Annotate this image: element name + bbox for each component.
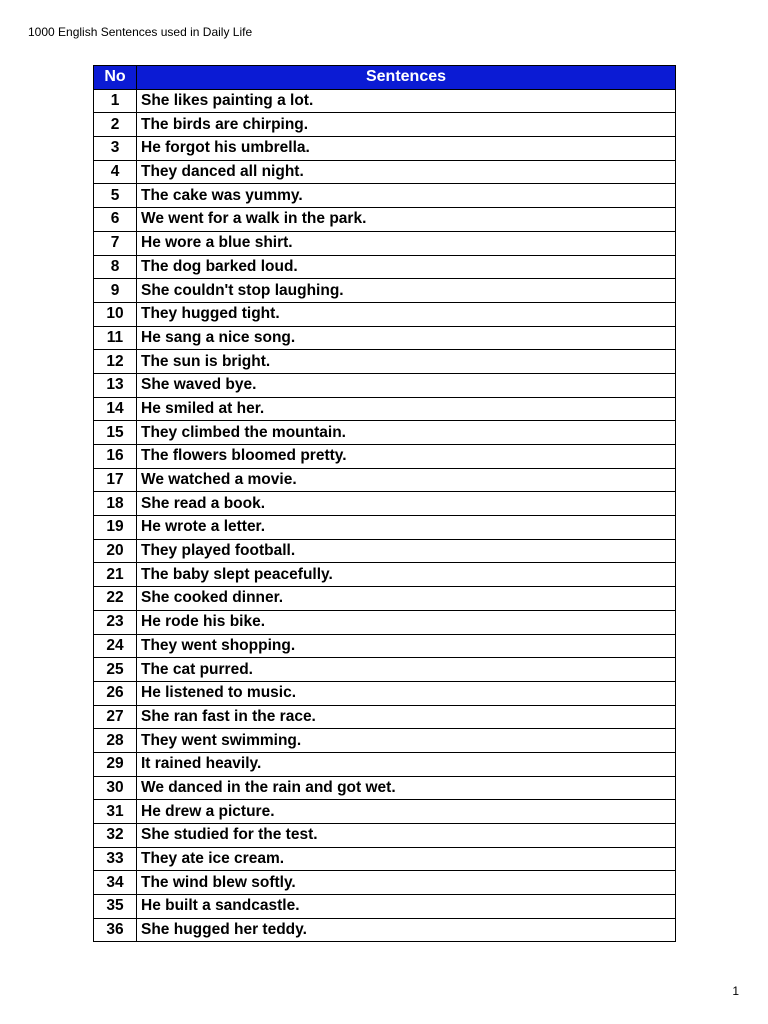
table-row: [94, 373, 676, 397]
table-row: [94, 137, 676, 161]
table-row: [94, 255, 676, 279]
table-row: [94, 705, 676, 729]
row-number: 36: [94, 918, 137, 942]
column-header-sentences: Sentences: [137, 66, 676, 90]
table-row: [94, 184, 676, 208]
row-number: 20: [94, 539, 137, 563]
table-row: [94, 776, 676, 800]
row-number: 9: [94, 279, 137, 303]
row-sentence: He listened to music.: [137, 681, 676, 705]
row-number: 26: [94, 681, 137, 705]
row-sentence: They ate ice cream.: [137, 847, 676, 871]
row-sentence: The cat purred.: [137, 658, 676, 682]
row-number: 16: [94, 445, 137, 469]
row-number: 10: [94, 302, 137, 326]
table-row: [94, 302, 676, 326]
row-sentence: They went swimming.: [137, 729, 676, 753]
row-number: 24: [94, 634, 137, 658]
table-row: [94, 610, 676, 634]
row-number: 14: [94, 397, 137, 421]
table-row: [94, 918, 676, 942]
row-sentence: He forgot his umbrella.: [137, 137, 676, 161]
table-row: [94, 871, 676, 895]
row-sentence: They climbed the mountain.: [137, 421, 676, 445]
row-sentence: They hugged tight.: [137, 302, 676, 326]
table-row: [94, 279, 676, 303]
row-sentence: She hugged her teddy.: [137, 918, 676, 942]
row-sentence: We watched a movie.: [137, 468, 676, 492]
row-sentence: It rained heavily.: [137, 752, 676, 776]
row-sentence: She studied for the test.: [137, 824, 676, 848]
table-row: [94, 445, 676, 469]
row-sentence: They danced all night.: [137, 160, 676, 184]
row-number: 18: [94, 492, 137, 516]
row-number: 15: [94, 421, 137, 445]
row-number: 11: [94, 326, 137, 350]
row-sentence: He sang a nice song.: [137, 326, 676, 350]
row-sentence: The birds are chirping.: [137, 113, 676, 137]
row-number: 13: [94, 373, 137, 397]
row-sentence: She cooked dinner.: [137, 587, 676, 611]
row-sentence: The sun is bright.: [137, 350, 676, 374]
row-number: 3: [94, 137, 137, 161]
column-header-no: No: [94, 66, 137, 90]
row-number: 35: [94, 895, 137, 919]
row-sentence: He smiled at her.: [137, 397, 676, 421]
row-number: 21: [94, 563, 137, 587]
table-row: [94, 397, 676, 421]
row-sentence: She likes painting a lot.: [137, 89, 676, 113]
row-sentence: She ran fast in the race.: [137, 705, 676, 729]
row-number: 32: [94, 824, 137, 848]
table-row: [94, 516, 676, 540]
table-row: [94, 539, 676, 563]
table-row: [94, 350, 676, 374]
row-sentence: She couldn't stop laughing.: [137, 279, 676, 303]
row-number: 8: [94, 255, 137, 279]
row-number: 19: [94, 516, 137, 540]
table-row: [94, 208, 676, 232]
row-number: 6: [94, 208, 137, 232]
row-sentence: They played football.: [137, 539, 676, 563]
table-row: [94, 563, 676, 587]
table-row: [94, 729, 676, 753]
table-row: [94, 421, 676, 445]
row-number: 23: [94, 610, 137, 634]
row-number: 5: [94, 184, 137, 208]
row-sentence: We went for a walk in the park.: [137, 208, 676, 232]
row-sentence: The cake was yummy.: [137, 184, 676, 208]
row-sentence: We danced in the rain and got wet.: [137, 776, 676, 800]
table-row: [94, 658, 676, 682]
table-row: [94, 824, 676, 848]
page-number: 1: [732, 984, 739, 998]
row-number: 27: [94, 705, 137, 729]
row-number: 34: [94, 871, 137, 895]
row-sentence: He drew a picture.: [137, 800, 676, 824]
table-body: [94, 89, 676, 942]
table-row: [94, 634, 676, 658]
row-number: 28: [94, 729, 137, 753]
row-sentence: He rode his bike.: [137, 610, 676, 634]
table-row: [94, 326, 676, 350]
row-number: 17: [94, 468, 137, 492]
row-sentence: They went shopping.: [137, 634, 676, 658]
row-sentence: He wore a blue shirt.: [137, 231, 676, 255]
row-sentence: She read a book.: [137, 492, 676, 516]
table-row: [94, 160, 676, 184]
row-number: 29: [94, 752, 137, 776]
row-sentence: He built a sandcastle.: [137, 895, 676, 919]
table-row: [94, 492, 676, 516]
row-number: 25: [94, 658, 137, 682]
page-title: 1000 English Sentences used in Daily Life: [28, 25, 253, 39]
row-sentence: The wind blew softly.: [137, 871, 676, 895]
table-row: [94, 681, 676, 705]
row-number: 31: [94, 800, 137, 824]
row-number: 7: [94, 231, 137, 255]
table-row: [94, 468, 676, 492]
table-row: [94, 752, 676, 776]
row-number: 2: [94, 113, 137, 137]
table-header-row: [94, 66, 676, 90]
row-sentence: The dog barked loud.: [137, 255, 676, 279]
row-sentence: The flowers bloomed pretty.: [137, 445, 676, 469]
table-row: [94, 895, 676, 919]
row-number: 4: [94, 160, 137, 184]
row-number: 33: [94, 847, 137, 871]
row-sentence: He wrote a letter.: [137, 516, 676, 540]
table-row: [94, 89, 676, 113]
table-row: [94, 231, 676, 255]
row-sentence: The baby slept peacefully.: [137, 563, 676, 587]
table-row: [94, 587, 676, 611]
row-number: 12: [94, 350, 137, 374]
row-number: 30: [94, 776, 137, 800]
row-sentence: She waved bye.: [137, 373, 676, 397]
sentences-table: [93, 65, 676, 942]
row-number: 22: [94, 587, 137, 611]
table-row: [94, 847, 676, 871]
table-row: [94, 800, 676, 824]
table-row: [94, 113, 676, 137]
row-number: 1: [94, 89, 137, 113]
